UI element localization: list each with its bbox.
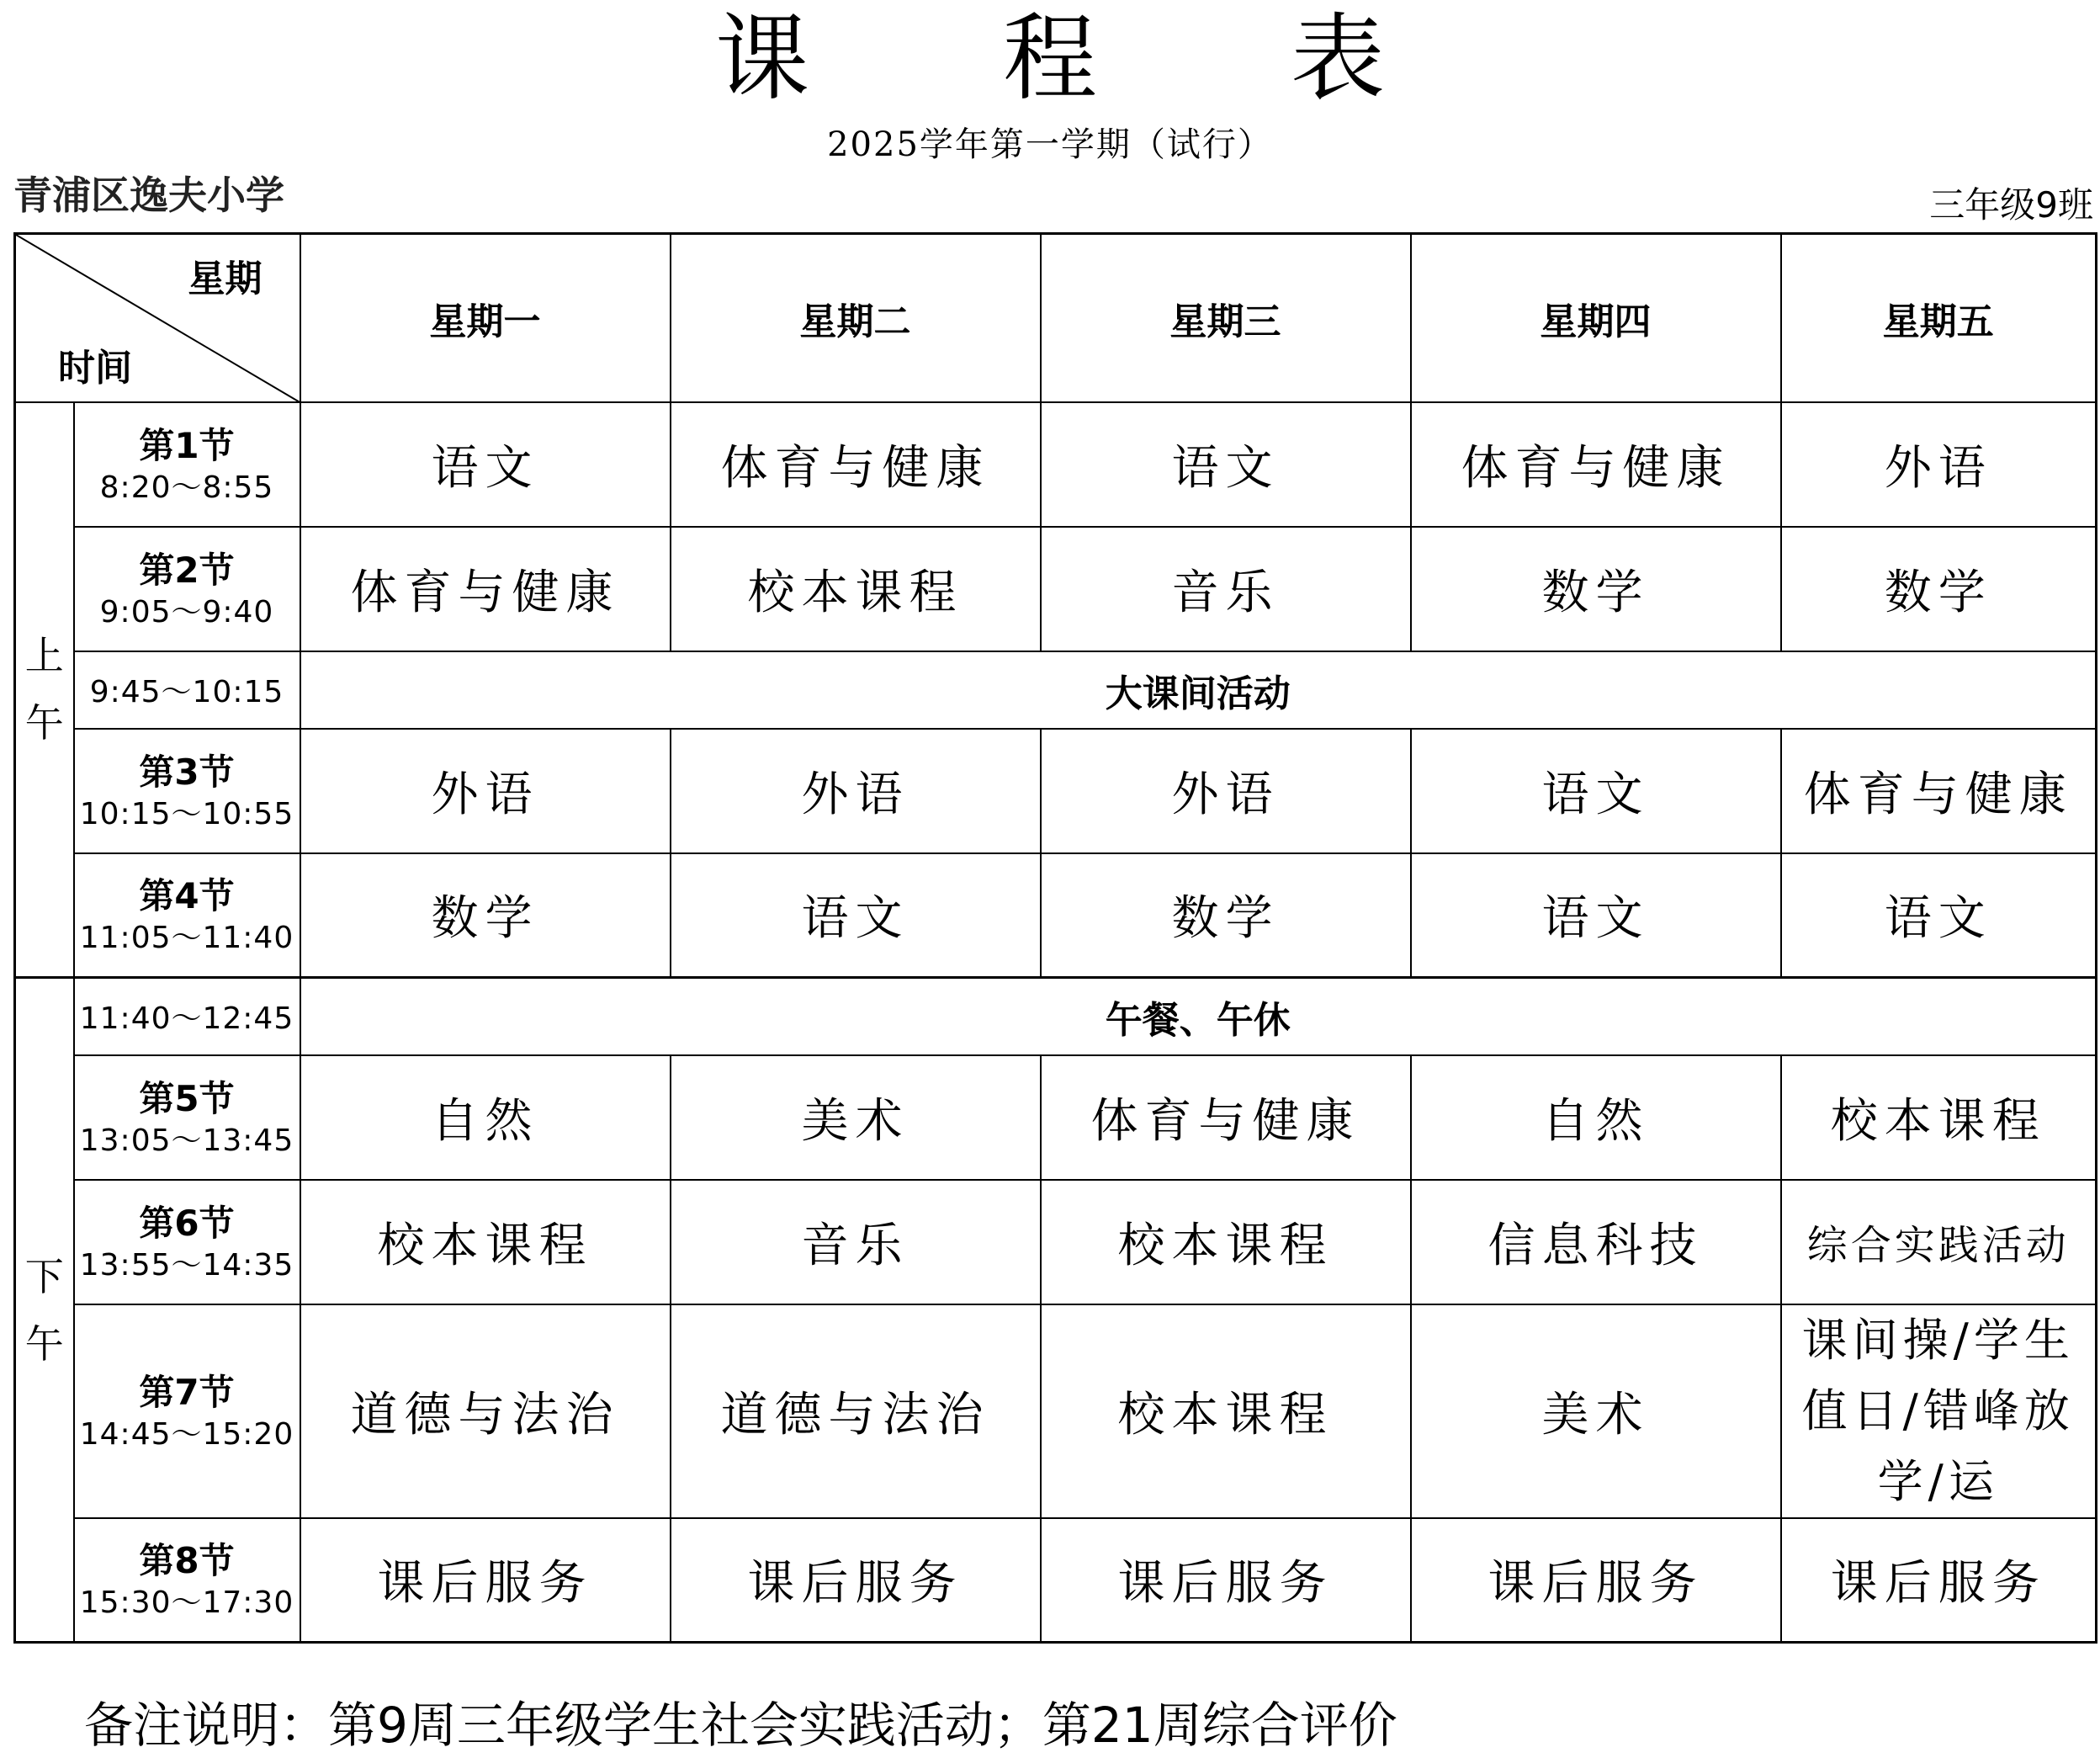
period-row-4 (15, 853, 2097, 978)
period-label-3: 第3节 10:15～10:55 (74, 729, 300, 853)
header-row (15, 234, 2097, 402)
subject-cell: 外语 (671, 729, 1041, 853)
semester-subtitle: 2025学年第一学期（试行） (827, 125, 1273, 164)
footer-note: 备注说明：第9周三年级学生社会实践活动；第21周综合评价 (84, 1697, 1397, 1754)
subject-cell (1781, 1304, 2097, 1518)
corner-cell (15, 234, 300, 402)
period-row-2 (15, 527, 2097, 651)
period-row-5 (15, 1055, 2097, 1180)
day-header-wed: 星期三 (1041, 234, 1411, 402)
period-row-7 (15, 1304, 2097, 1518)
break-row-2 (15, 978, 2097, 1055)
period-label-1: 第1节 8:20～8:55 (74, 402, 300, 527)
day-header-fri: 星期五 (1781, 234, 2097, 402)
subject-cell: 语文 (1411, 729, 1781, 853)
subject-cell: 自然 (300, 1055, 671, 1180)
morning-label: 上 午 (15, 402, 74, 978)
subject-cell: 课后服务 (1041, 1518, 1411, 1643)
subject-cell: 语文 (1411, 853, 1781, 978)
subject-cell: 语文 (671, 853, 1041, 978)
subject-cell: 综合实践活动 (1781, 1180, 2097, 1304)
subject-cell: 道德与法治 (300, 1304, 671, 1518)
subject-cell: 校本课程 (671, 527, 1041, 651)
break-label-1: 大课间活动 (300, 651, 2097, 729)
period-label-2: 第2节 9:05～9:40 (74, 527, 300, 651)
corner-day-label: 星期 (188, 258, 262, 300)
day-header-thu: 星期四 (1411, 234, 1781, 402)
subject-cell: 课后服务 (300, 1518, 671, 1643)
subject-cell: 美术 (1411, 1304, 1781, 1518)
period-label-8: 第8节 15:30～17:30 (74, 1518, 300, 1643)
timetable (13, 232, 2097, 1644)
subject-cell: 数学 (1781, 527, 2097, 651)
multi-line-subject: 课间操/学生值日/错峰放学/运 (1801, 1313, 2075, 1508)
break-row-1 (15, 651, 2097, 729)
subject-cell: 体育与健康 (1041, 1055, 1411, 1180)
period-label-7: 第7节 14:45～15:20 (74, 1304, 300, 1518)
subject-cell: 自然 (1411, 1055, 1781, 1180)
subject-cell: 数学 (300, 853, 671, 978)
period-row-1 (15, 402, 2097, 527)
period-row-6 (15, 1180, 2097, 1304)
subject-cell: 语文 (1781, 853, 2097, 978)
subject-cell: 校本课程 (1781, 1055, 2097, 1180)
subject-cell: 数学 (1041, 853, 1411, 978)
period-label-4: 第4节 11:05～11:40 (74, 853, 300, 978)
break-time-1: 9:45～10:15 (74, 651, 300, 729)
break-label-2: 午餐、午休 (300, 978, 2097, 1055)
subject-cell: 体育与健康 (671, 402, 1041, 527)
period-label-6: 第6节 13:55～14:35 (74, 1180, 300, 1304)
subject-cell: 课后服务 (1781, 1518, 2097, 1643)
subject-cell: 体育与健康 (1411, 402, 1781, 527)
subject-cell: 道德与法治 (671, 1304, 1041, 1518)
subject-cell: 校本课程 (300, 1180, 671, 1304)
subject-cell: 校本课程 (1041, 1180, 1411, 1304)
subject-cell: 美术 (671, 1055, 1041, 1180)
period-row-3 (15, 729, 2097, 853)
subject-cell: 课后服务 (1411, 1518, 1781, 1643)
subject-cell: 数学 (1411, 527, 1781, 651)
subject-cell: 课后服务 (671, 1518, 1041, 1643)
period-row-8 (15, 1518, 2097, 1643)
subject-cell: 外语 (1041, 729, 1411, 853)
subject-cell: 外语 (300, 729, 671, 853)
page-title: 课程表 (715, 4, 1578, 114)
subject-cell: 体育与健康 (300, 527, 671, 651)
afternoon-label: 下 午 (15, 978, 74, 1643)
day-header-mon: 星期一 (300, 234, 671, 402)
subject-cell: 语文 (1041, 402, 1411, 527)
corner-time-label: 时间 (58, 346, 132, 390)
subject-cell: 音乐 (1041, 527, 1411, 651)
day-header-tue: 星期二 (671, 234, 1041, 402)
period-label-5: 第5节 13:05～13:45 (74, 1055, 300, 1180)
break-time-2: 11:40～12:45 (74, 978, 300, 1055)
subject-cell: 体育与健康 (1781, 729, 2097, 853)
subject-cell: 音乐 (671, 1180, 1041, 1304)
subject-cell: 语文 (300, 402, 671, 527)
subject-cell: 校本课程 (1041, 1304, 1411, 1518)
subject-cell: 信息科技 (1411, 1180, 1781, 1304)
class-name: 三年级9班 (1929, 184, 2093, 226)
school-name: 青浦区逸夫小学 (13, 173, 284, 218)
subject-cell: 外语 (1781, 402, 2097, 527)
